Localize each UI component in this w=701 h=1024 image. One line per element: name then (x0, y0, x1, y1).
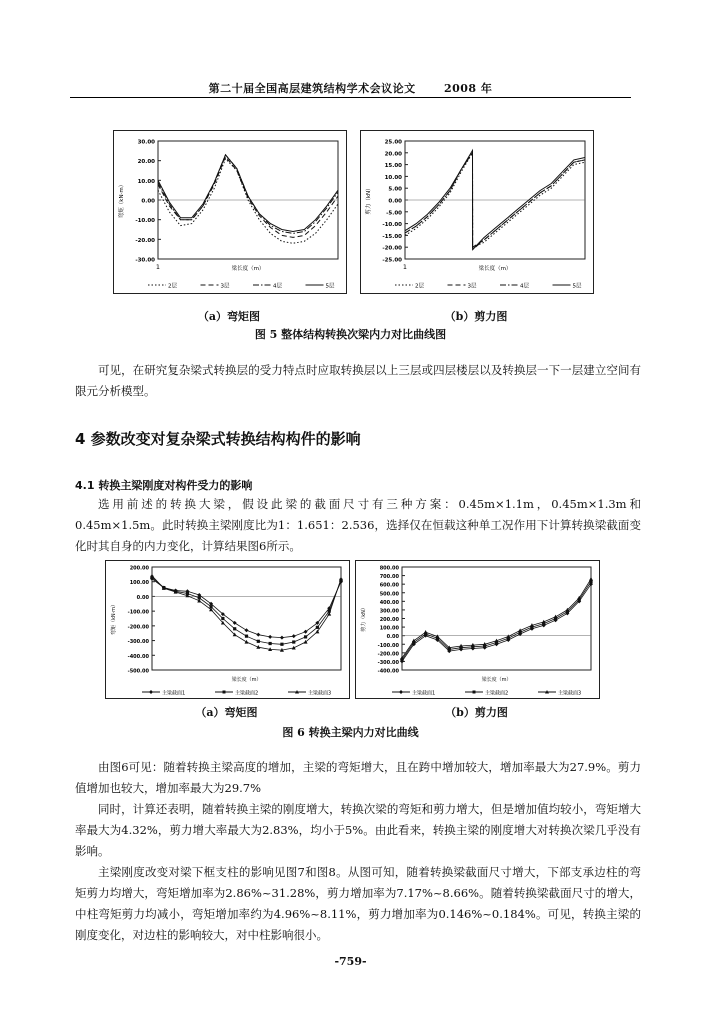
y-tick-label: -400.00 (127, 653, 149, 660)
y-tick-label: 300.00 (379, 608, 399, 615)
y-tick-label: 200.00 (379, 617, 399, 623)
series-line (402, 582, 591, 660)
y-tick-label: 10.00 (137, 178, 155, 185)
series-line (158, 159, 338, 244)
y-tick-label: -5.00 (386, 210, 402, 217)
fig5b-label: （b）剪力图 (444, 310, 508, 323)
header-rule (70, 97, 631, 98)
data-point (257, 640, 260, 643)
y-tick-label: 700.00 (379, 574, 399, 581)
data-point (316, 626, 319, 629)
header-year: 2008 年 (443, 82, 493, 95)
fig6-moment-svg (106, 561, 349, 698)
data-point (304, 635, 307, 638)
y-tick-label: -30.00 (135, 257, 155, 264)
fig6b-label: （b）剪力图 (445, 706, 508, 719)
y-tick-label: 30.00 (137, 139, 155, 146)
y-tick-label: 25.00 (384, 139, 402, 146)
x-axis-label: 梁长度（m） (231, 677, 262, 683)
fig6a-label: （a）弯矩图 (195, 706, 258, 719)
y-tick-label: -20.00 (135, 237, 155, 244)
data-point (245, 640, 249, 644)
data-point (292, 640, 295, 643)
y-tick-label: 100.00 (129, 580, 149, 587)
legend-label: 5层 (572, 283, 582, 290)
data-point (339, 577, 343, 581)
legend-label: 主梁截面3 (558, 690, 582, 697)
x-start-label: 1 (155, 263, 161, 271)
figure6-caption: 图 6 转换主梁内力对比曲线 (282, 726, 419, 739)
data-point (245, 628, 249, 632)
legend-marker (223, 691, 226, 694)
legend-label: 2层 (168, 283, 177, 290)
y-axis-label: 剪力（kN） (361, 605, 367, 632)
page-number: -759- (334, 955, 367, 968)
fig5a-label: （a）弯矩图 (197, 310, 261, 323)
paragraph-5: 主梁刚度改变对梁下框支柱的影响见图7和图8。从图可知，随着转换梁截面尺寸增大，下部支承边柱的弯矩剪力均增大，弯矩增加率为2.86%~31.28%，剪力增加率为7.17%~8.66%。随着转换梁截面尺寸的增大，中柱弯矩剪力均减小，弯矩增加率约为4.96%~8.11%，剪力增加率为0.146%~0.184%。可见，转换主梁的刚度变化，对边柱的影响较大，对中柱影响很小。 (75, 865, 641, 942)
y-tick-label: 0.00 (141, 198, 155, 205)
data-point (269, 642, 272, 645)
fig5-moment-chart (113, 130, 347, 294)
y-tick-label: -400.00 (377, 668, 399, 675)
y-tick-label: -10.00 (135, 218, 155, 225)
y-tick-label: 5.00 (388, 186, 402, 193)
y-tick-label: 100.00 (379, 625, 399, 632)
y-axis-label: 弯矩（kN·m） (111, 601, 117, 636)
legend-label: 5层 (325, 283, 335, 290)
y-axis-label: 剪力（kN） (366, 185, 372, 215)
y-tick-label: -300.00 (127, 639, 149, 646)
data-point (292, 634, 296, 638)
legend-label: 3层 (220, 283, 230, 290)
y-tick-label: 500.00 (379, 591, 399, 598)
y-tick-label: 20.00 (137, 159, 155, 166)
series-line (405, 153, 585, 250)
legend-label: 主梁截面2 (235, 690, 259, 697)
paragraph-1: 可见，在研究复杂梁式转换层的受力特点时应取转换层以上三层或四层楼层以及转换层一下一层建立空间有限元分析模型。 (75, 363, 641, 398)
y-tick-label: 400.00 (379, 599, 399, 606)
legend-label: 4层 (273, 283, 282, 290)
section-4-heading: 4 参数改变对复杂梁式转换结构构件的影响 (75, 430, 361, 448)
legend-label: 主梁截面3 (308, 690, 332, 697)
legend-label: 2层 (415, 283, 424, 290)
y-tick-label: 800.00 (379, 565, 399, 572)
y-tick-label: -100.00 (127, 609, 149, 616)
data-point (150, 574, 154, 578)
data-point (280, 643, 283, 646)
y-tick-label: 200.00 (129, 565, 149, 572)
data-point (245, 635, 248, 638)
y-tick-label: -25.00 (382, 257, 402, 264)
y-tick-label: 20.00 (384, 151, 402, 158)
data-point (589, 577, 593, 581)
legend-label: 3层 (467, 283, 477, 290)
paragraph-4: 同时，计算还表明，随着转换主梁的刚度增大，转换次梁的弯矩和剪力增大，但是增加值均较小，弯矩增大率最大为4.32%，剪力增大率最大为2.83%，均小于5%。由此看来，转换主梁的刚度增大对转换次梁几乎没有影响。 (75, 802, 641, 858)
series-line (402, 584, 591, 661)
x-axis-label: 梁长度（m） (231, 266, 265, 272)
section-4-1-heading: 4.1 转换主梁刚度对构件受力的影响 (75, 479, 253, 492)
legend-label: 主梁截面2 (485, 690, 509, 697)
x-start-label: 1 (402, 263, 408, 271)
fig5-shear-chart (360, 130, 594, 294)
legend-label: 主梁截面1 (412, 690, 436, 697)
series-line (152, 577, 341, 644)
y-tick-label: -200.00 (377, 651, 399, 658)
data-point (268, 635, 272, 639)
data-point (256, 633, 260, 637)
y-tick-label: -10.00 (382, 222, 402, 229)
y-tick-label: 0.00 (388, 198, 402, 205)
y-tick-label: -200.00 (127, 624, 149, 631)
data-point (554, 615, 558, 619)
y-tick-label: -100.00 (377, 642, 399, 649)
fig5-moment-svg (114, 131, 346, 293)
y-axis-label: 弯矩（kN·m） (119, 181, 125, 219)
fig6-shear-svg (356, 561, 599, 698)
fig5-shear-svg (361, 131, 593, 293)
legend-marker (473, 691, 476, 694)
legend-label: 4层 (520, 283, 529, 290)
plot-area (402, 567, 591, 670)
fig6-moment-chart (105, 560, 350, 699)
y-tick-label: 0.00 (386, 634, 399, 641)
y-tick-label: 600.00 (379, 582, 399, 589)
plot-area (152, 567, 341, 670)
paragraph-2: 选用前述的转换大梁，假设此梁的截面尺寸有三种方案：0.45m×1.1m，0.45m×1.3m和0.45m×1.5m。此时转换主梁刚度比为1：1.651：2.536，选择仅在恒载这种单工况作用下计算转换梁截面变化时其自身的内力变化，计算结果图6所示。 (75, 497, 641, 553)
y-tick-label: -500.00 (127, 668, 149, 675)
paragraph-3: 由图6可见：随着转换主梁高度的增加，主梁的弯矩增大，且在跨中增加较大，增加率最大为27.9%。剪力值增加也较大，增加率最大为29.7% (75, 760, 641, 795)
y-tick-label: -20.00 (382, 245, 402, 252)
y-tick-label: 15.00 (384, 163, 402, 170)
series-line (152, 576, 341, 650)
conference-title: 第二十届全国高层建筑结构学术会议论文 (208, 82, 416, 95)
y-tick-label: 10.00 (384, 174, 402, 181)
data-point (221, 617, 224, 620)
y-tick-label: 0.00 (136, 594, 149, 601)
fig6-shear-chart (355, 560, 600, 699)
data-point (424, 630, 428, 634)
data-point (233, 627, 236, 630)
running-header (70, 80, 631, 94)
data-point (412, 639, 416, 643)
legend-label: 主梁截面1 (162, 690, 186, 697)
y-tick-label: -300.00 (377, 659, 399, 666)
x-axis-label: 梁长度（m） (478, 266, 512, 272)
figure5-caption: 图 5 整体结构转换次梁内力对比曲线图 (254, 328, 447, 341)
legend-marker (149, 690, 153, 694)
series-line (158, 155, 338, 234)
data-point (280, 636, 284, 640)
x-axis-label: 梁长度（m） (481, 677, 512, 683)
legend-marker (399, 690, 403, 694)
y-tick-label: -15.00 (382, 233, 402, 240)
